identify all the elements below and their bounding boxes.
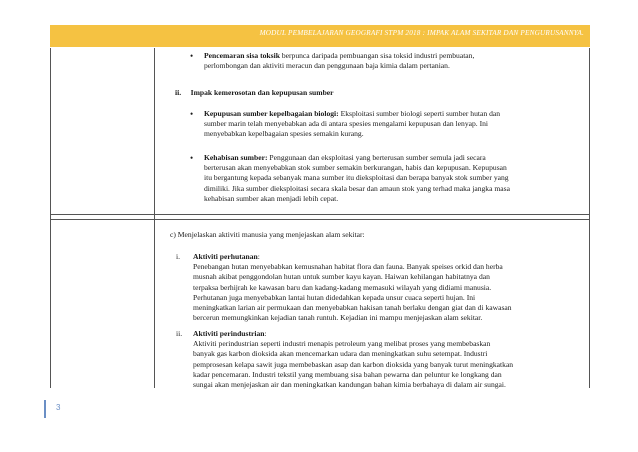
item-kehabisan-line3: itu bergantung kepada sebanyak mana sumber itu dieksploitasi dan berapa banyak stok sumber yang <box>204 173 509 183</box>
item-pencemaran-title: Pencemaran sisa toksik <box>204 51 280 60</box>
page-number: 3 <box>56 403 61 412</box>
item-i-numeral: i. <box>176 252 181 261</box>
table-row-divider <box>50 214 590 215</box>
bullet-icon: • <box>190 51 194 61</box>
item-kehabisan-line1: Penggunaan dan eksploitasi yang berterusan sumber semula jadi secara <box>269 153 486 162</box>
table-border-right <box>589 48 590 388</box>
item-ii <box>193 329 573 390</box>
item-kehabisan-line4: dimiliki. Jika sumber dieksploitasi secara skala besar dan amaun stok yang terhad maka jangka masa <box>204 183 510 193</box>
item-i-line: bercerun memungkinkan kejadian tanah runtuh. Kejadian ini mampu menjejaskan alam sekitar. <box>193 313 483 323</box>
bullet-icon: • <box>190 109 194 119</box>
item-kehabisan-line2: berterusan akan menyebabkan stok sumber semakin berkurangan, habis dan kepupusan. Kepupusan <box>204 163 507 173</box>
item-kepupusan-line1: Eksploitasi sumber biologi seperti sumber hutan dan <box>340 109 501 118</box>
item-i-line: Penebangan hutan menyebabkan kemusnahan habitat flora dan fauna. Banyak speises orkid dan herba <box>193 262 503 272</box>
item-ii-line: Aktiviti perindustrian seperti industri menapis petroleum yang melibat proses yang membebaskan <box>193 339 491 349</box>
item-i-line: terpaksa berhijrah ke kawasan baru dan kadang-kadang memasuki wilayah yang didiami manusia. <box>193 282 492 292</box>
item-kehabisan-title: Kehabisan sumber: <box>204 153 268 162</box>
bullet-icon: • <box>190 153 194 163</box>
item-kepupusan-title: Kepupusan sumber kepelbagaian biologi: <box>204 109 339 118</box>
item-kehabisan <box>204 153 572 204</box>
item-ii-numeral: ii. <box>176 329 183 338</box>
item-i-title: Aktiviti perhutanan <box>193 252 258 261</box>
table-row-divider-2 <box>50 219 590 220</box>
item-kepupusan-line3: menyebabkan kepelbagaian spesies semakin kurang. <box>204 129 364 139</box>
item-kepupusan-line2: sumber marin telah menyebabkan ada di antara spesies mengalami kepupusan dan lenyap. Ini <box>204 119 489 129</box>
item-ii-line: kadar pencemaran. Industri tekstil yang membuang sisa bahan pewarna dan peluntur ke longkang dan <box>193 369 502 379</box>
item-i-colon: : <box>257 252 260 261</box>
item-i-line: meningkatkan larian air permukaan dan menyebabkan hakisan tanah berlaku dengan giat dan di kawasan <box>193 303 512 313</box>
item-pencemaran-line1: berpunca daripada pembuangan sisa toksid industri pembuatan, <box>281 51 475 60</box>
item-pencemaran-line2: perlombongan dan aktiviti meracun dan penggunaan baja kimia dalam pertanian. <box>204 61 450 71</box>
page-number-bar <box>44 400 46 418</box>
item-pencemaran <box>204 51 572 71</box>
table-column-divider <box>154 48 155 388</box>
item-ii-title: Aktiviti perindustrian <box>193 329 265 338</box>
item-ii-line: sungai akan menjejaskan air dan meningkatkan kandungan bahan kimia berbahaya di dalam air sungai. <box>193 380 506 390</box>
item-ii-line: pemprosesan kelapa sawit juga membebaskan asap dan karbon dioksida yang banyak turut meningkatkan <box>193 359 514 369</box>
heading-ii <box>175 88 475 98</box>
heading-ii-numeral: ii. <box>175 88 182 97</box>
section-c-heading-text: c) Menjelaskan aktiviti manusia yang menjejaskan alam sekitar: <box>170 230 365 239</box>
item-ii-colon: : <box>264 329 267 338</box>
item-ii-line: banyak gas karbon dioksida akan mencemarkan udara dan meningkatkan suhu setempat. Industri <box>193 349 488 359</box>
header-title: MODUL PEMBELAJARAN GEOGRAFI STPM 2018 : IMPAK ALAM SEKITAR DAN PENGURUSANNYA. <box>259 29 584 37</box>
item-kehabisan-line5: kehabisan sumber akan menjadi lebih cepat. <box>204 193 339 203</box>
section-c-heading <box>170 230 570 240</box>
heading-ii-text: Impak kemerosotan dan kepupusan sumber <box>190 88 334 97</box>
item-i <box>193 252 573 323</box>
item-i-line: musnah akibat penggondolan hutan untuk sumber kayu kayan. Haiwan kehilangan habitatnya dan <box>193 272 490 282</box>
header-band <box>50 25 590 47</box>
item-kepupusan <box>204 109 572 140</box>
item-i-line: Perhutanan juga menyebabkan lantai hutan didedahkan kepada unsur cuaca seperti hujan. Ini <box>193 292 476 302</box>
table-border-left <box>50 48 51 388</box>
